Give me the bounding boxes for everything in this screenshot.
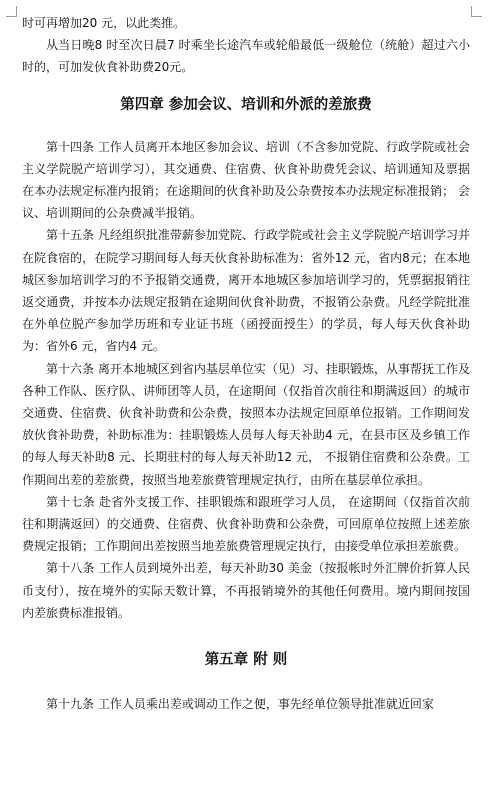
article-19: 第十九条 工作人员乘出差或调动工作之便，事先经单位领导批准就近回家 [46,697,434,712]
chapter-5-heading: 第五章 附 则 [204,652,288,669]
document-body [22,12,470,715]
paragraph-overnight-travel: 从当日晚8 时至次日晨7 时乘坐长途汽车或轮船最低一级舱位（统舱）超过六小时的，可加发伙食补助费20元。 [22,38,470,75]
article-15: 第十五条 凡经组织批准带薪参加党院、行政学院或社会主义学院脱产培训学习并在院食宿的，在院学习期间每人每天伙食补助标准为：省外12 元，省内8元；在本地城区参加培训学习的不予报销交通费，离开本地城区参加培训学习的，凭票据报销往返交通费，并按本办法规定报销在途期间伙食补助费，不报销公杂费。凡经学院批准在外单位脱产参加学历班和专业证书班（函授面授生）的学员，每人每天伙食补助为：省外6 元，省内4 元。 [22,228,470,354]
paragraph-continued-text: 时可再增加20 元，以此类推。 [22,16,186,30]
corner-crop-mark-left [6,6,17,17]
article-17: 第十七条 赴省外支援工作、挂职锻炼和跟班学习人员， 在途期间（仅指首次前往和期满返回）的交通费、住宿费、伙食补助费和公杂费，可回原单位按照上述差旅费规定报销；工作期间出差按照当地差旅费管理规定执行，由接受单位承担差旅费。 [22,494,470,554]
article-16: 第十六条 离开本地城区到省内基层单位实（见）习、挂职锻炼，从事帮抚工作及各种工作队、医疗队、讲师团等人员，在途期间（仅指首次前往和期满返回）的城市交通费、住宿费、伙食补助费和公杂费，按照本办法规定回原单位报销。工作期间发放伙食补助费，补助标准为：挂职锻炼人员每人每天补助4 元，在县市区及乡镇工作的每人每天补助8 元、长期驻村的每人每天补助12 元， 不报销住宿费和公杂费。工作期间出差的差旅费，按照当地差旅费管理规定执行，由所在基层单位承担。 [22,361,470,487]
chapter-4-heading: 第四章 参加会议、培训和外派的差旅费 [120,96,372,113]
article-18: 第十八条 工作人员到境外出差，每天补助30 美金（按报帐时外汇牌价折算人民币支付），按在境外的实际天数计算，不再报销境外的其他任何费用。境内期间按国内差旅费标准报销。 [22,561,470,620]
corner-crop-mark-right [471,6,482,17]
article-14: 第十四条 工作人员离开本地区参加会议、培训（不含参加党院、行政学院或社会主义学院脱产培训学习），其交通费、住宿费、伙食补助费凭会议、培训通知及票据在本办法规定标准内报销；在途期间的伙食补助及公杂费按本办法规定标准报销； 会议、培训期间的公杂费减半报销。 [22,139,470,221]
